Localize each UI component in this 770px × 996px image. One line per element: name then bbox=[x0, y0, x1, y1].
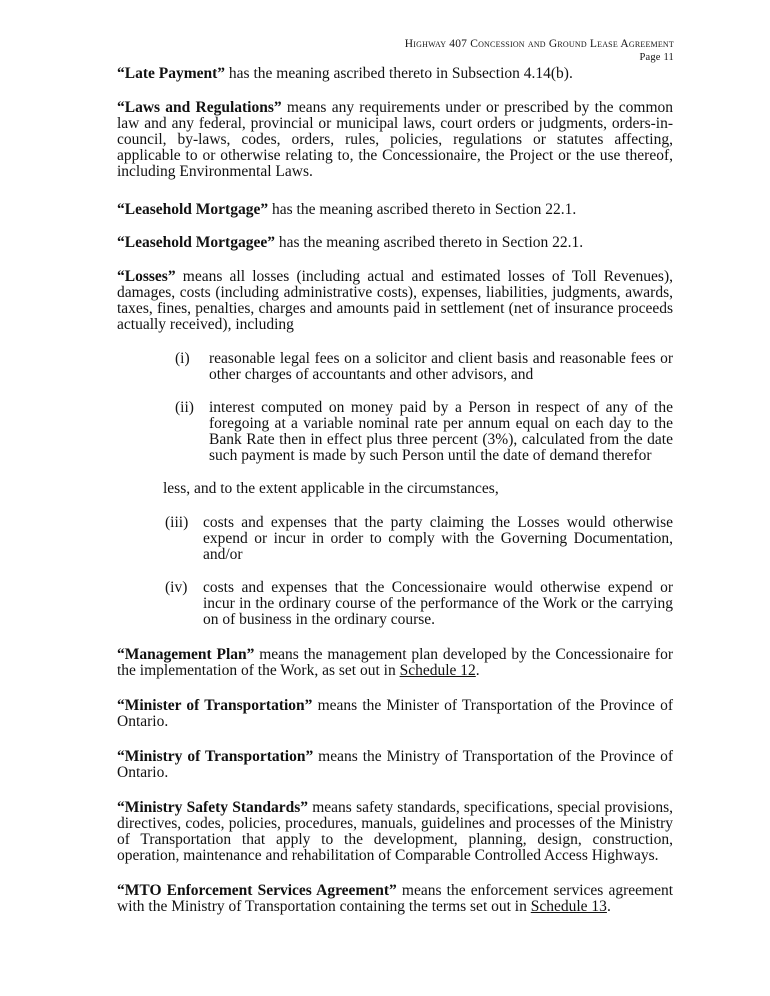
definition-text: means any requirements under or prescribed by the common law and any federal, provincial or municipal laws, court orders or judgments, orders-in-council, by-laws, codes, orders, rules, policies, regulations or statutes affecting, applicable to or otherwise relating to, the Concessionaire, the Project or the use thereof, including Environmental Laws. bbox=[117, 99, 673, 180]
definition-tail: . bbox=[606, 898, 611, 915]
definition-management-plan bbox=[117, 647, 673, 679]
term: “Leasehold Mortgagee” bbox=[117, 234, 275, 251]
header-page-number: Page 11 bbox=[639, 52, 674, 63]
item-number: (iv) bbox=[165, 579, 188, 596]
definition-ministry-of-transportation bbox=[117, 749, 673, 781]
losses-less-clause: less, and to the extent applicable in the circumstances, bbox=[163, 480, 499, 497]
definition-text: means the management plan developed by the Concessionaire for the implementation of the Work, as set out in bbox=[117, 646, 673, 679]
definition-text: means the Minister of Transportation of the Province of Ontario. bbox=[117, 697, 673, 730]
item-number: (ii) bbox=[175, 399, 194, 416]
term: “Management Plan” bbox=[117, 646, 255, 663]
definition-text: has the meaning ascribed thereto in Section 22.1. bbox=[274, 234, 584, 251]
definition-tail: . bbox=[475, 662, 480, 679]
term: “Losses” bbox=[117, 268, 176, 285]
item-text: costs and expenses that the Concessionaire would otherwise expend or incur in the ordinary course of the performance of the Work or the carrying on of business in the ordinary course. bbox=[203, 579, 673, 628]
definition-text: means the enforcement services agreement with the Ministry of Transportation containing the terms set out in bbox=[117, 882, 673, 915]
definitions-body bbox=[117, 66, 673, 915]
item-number: (iii) bbox=[165, 514, 189, 531]
term: “Late Payment” bbox=[117, 65, 226, 82]
term: “Ministry of Transportation” bbox=[117, 748, 314, 765]
term: “Ministry Safety Standards” bbox=[117, 799, 309, 816]
definition-losses bbox=[117, 269, 673, 333]
definition-text: means all losses (including actual and estimated losses of Toll Revenues), damages, costs (including administrative costs), expenses, liabilities, judgments, awards, taxes, fines, penalties, charges and amounts paid in settlement (net of insurance proceeds actually received), including bbox=[117, 268, 673, 333]
losses-item-iv bbox=[117, 580, 673, 628]
item-text: costs and expenses that the party claiming the Losses would otherwise expend or incur in order to comply with the Governing Documentation, and/or bbox=[203, 514, 673, 563]
term: “MTO Enforcement Services Agreement” bbox=[117, 882, 397, 899]
page-header bbox=[405, 38, 674, 64]
schedule-13-reference: Schedule 13 bbox=[530, 898, 607, 915]
definition-mto-enforcement-services-agreement bbox=[117, 883, 673, 915]
term: “Minister of Transportation” bbox=[117, 697, 313, 714]
item-number: (i) bbox=[175, 350, 190, 367]
definition-laws-and-regulations bbox=[117, 100, 673, 180]
item-text: interest computed on money paid by a Person in respect of any of the foregoing at a variable nominal rate per annum equal on each day to the Bank Rate then in effect plus three percent (3%), calculated from the date such payment is made by such Person until the date of demand therefor bbox=[209, 399, 673, 464]
definition-late-payment bbox=[117, 66, 673, 82]
definition-text: has the meaning ascribed thereto in Section 22.1. bbox=[268, 201, 577, 218]
definition-leasehold-mortgagee bbox=[117, 235, 673, 251]
header-title: Highway 407 Concession and Ground Lease Agreement bbox=[404, 38, 674, 50]
term: “Leasehold Mortgage” bbox=[117, 201, 269, 218]
losses-item-iii bbox=[117, 515, 673, 563]
losses-item-i bbox=[117, 351, 673, 383]
definition-ministry-safety-standards bbox=[117, 800, 673, 864]
definition-text: means safety standards, specifications, special provisions, directives, codes, policies, procedures, manuals, guidelines and processes of the Ministry of Transportation that apply to the development, planning, design, construction, operation, maintenance and rehabilitation of Comparable Controlled Access Highways. bbox=[117, 799, 673, 864]
definition-text: means the Ministry of Transportation of the Province of Ontario. bbox=[117, 748, 673, 781]
schedule-12-reference: Schedule 12 bbox=[399, 662, 476, 679]
term: “Laws and Regulations” bbox=[117, 99, 282, 116]
definition-text: has the meaning ascribed thereto in Subsection 4.14(b). bbox=[225, 65, 573, 82]
item-text: reasonable legal fees on a solicitor and client basis and reasonable fees or other charges of accountants and other advisors, and bbox=[209, 350, 673, 383]
losses-item-ii bbox=[117, 400, 673, 464]
definition-leasehold-mortgage bbox=[117, 202, 673, 218]
definition-minister-of-transportation bbox=[117, 698, 673, 730]
